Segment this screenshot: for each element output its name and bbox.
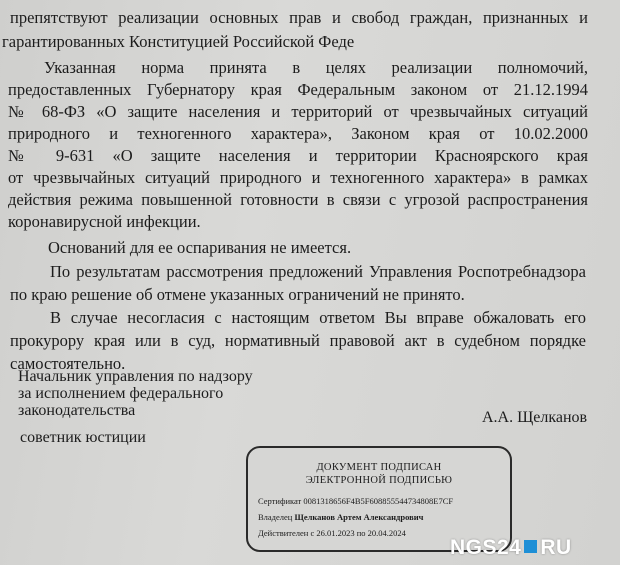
body-line: прокурору края или в суд, нормативный правовой акт в судебном порядке: [10, 331, 586, 350]
ngs24-watermark-logo: [450, 536, 572, 560]
stamp-owner-value: Щелканов Артем Александрович: [294, 512, 424, 522]
stamp-owner-label: Владелец: [258, 512, 293, 522]
body-line: коронавирусной инфекции.: [8, 212, 201, 231]
body-line: По результатам рассмотрения предложений Управления Роспотребнадзора: [50, 262, 586, 281]
stamp-validity: [258, 528, 406, 539]
watermark-right: RU: [540, 536, 572, 559]
body-line: препятствуют реализации основных прав и свобод граждан, признанных и: [10, 8, 588, 27]
watermark-left: NGS24: [450, 536, 522, 559]
body-line: самостоятельно.: [10, 354, 126, 373]
body-line: природного и техногенного характера», Законом края от 10.02.2000: [8, 124, 588, 143]
body-line: Указанная норма принята в целях реализации полномочий,: [44, 58, 588, 77]
stamp-certificate: [258, 496, 453, 507]
body-line: Оснований для ее оспаривания не имеется.: [48, 238, 352, 257]
stamp-valid-label: Действителен: [258, 528, 309, 538]
body-line: действия режима повышенной готовности в связи с угрозой распространения: [8, 190, 588, 209]
stamp-title: ДОКУМЕНТ ПОДПИСАН: [316, 462, 442, 473]
signatory-position: законодательства: [18, 402, 136, 419]
body-line: № 9-631 «О защите населения и территории Красноярского края: [8, 146, 588, 165]
body-line: № 68-ФЗ «О защите населения и территорий от чрезвычайных ситуаций: [8, 102, 588, 121]
body-line: по краю решение об отмене указанных ограничений не принято.: [10, 285, 465, 304]
body-line: предоставленных Губернатору края Федеральным законом от 21.12.1994: [8, 80, 588, 99]
body-line: гарантированных Конституцией Российской Феде: [2, 32, 355, 51]
stamp-owner: [258, 512, 423, 523]
body-line: от чрезвычайных ситуаций природного и техногенного характера» в рамках: [8, 168, 588, 187]
signatory-rank: советник юстиции: [20, 429, 146, 446]
stamp-certificate-label: Сертификат: [258, 496, 302, 506]
signatory-name: А.А. Щелканов: [482, 409, 588, 426]
stamp-subtitle: ЭЛЕКТРОННОЙ ПОДПИСЬЮ: [305, 475, 453, 486]
watermark-square-icon: [524, 540, 537, 553]
body-line: В случае несогласия с настоящим ответом Вы вправе обжаловать его: [50, 308, 586, 327]
stamp-certificate-value: 0081318656F4B5F608855544734808E7CF: [303, 496, 454, 506]
signatory-position: Начальник управления по надзору: [18, 368, 253, 385]
signatory-position: за исполнением федерального: [18, 385, 224, 402]
stamp-valid-value: с 26.01.2023 по 20.04.2024: [310, 528, 406, 538]
